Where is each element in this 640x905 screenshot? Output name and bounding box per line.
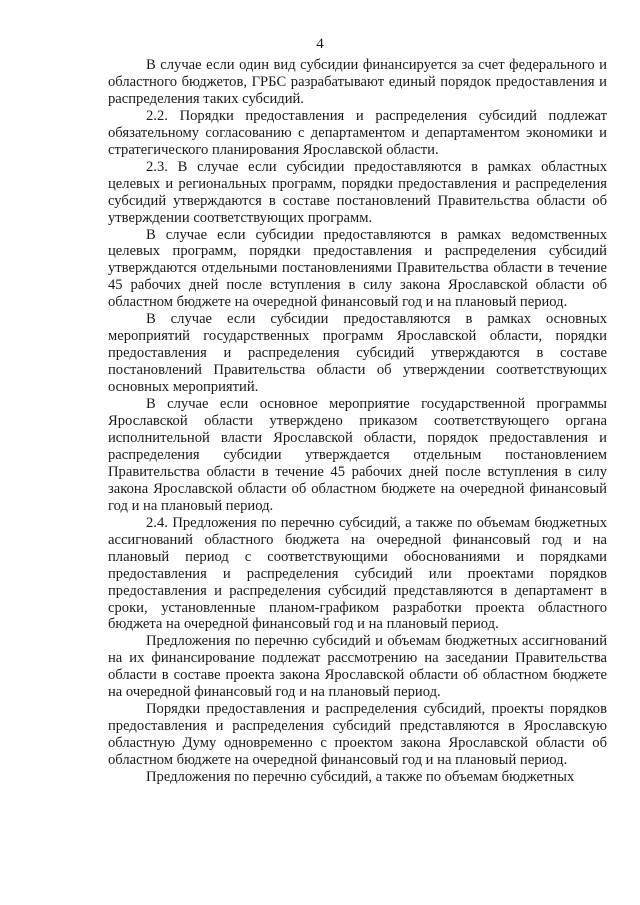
paragraph: Предложения по перечню субсидий и объемам бюджетных ассигнований на их финансирование подлежат рассмотрению на заседании Правительства области в составе проекта закона Ярославской области об областном бюджете на очередной финансовый год и на плановый период. — [108, 633, 607, 701]
paragraph: Порядки предоставления и распределения субсидий, проекты порядков предоставления и распределения субсидий представляются в Ярославскую областную Думу одновременно с проектом закона Ярославской области об областном бюджете на очередной финансовый год и на плановый период. — [108, 701, 607, 769]
paragraph: Предложения по перечню субсидий, а также по объемам бюджетных — [146, 769, 575, 786]
paragraph: В случае если основное мероприятие государственной программы Ярославской области утверждено приказом соответствующего органа исполнительной власти Ярославской области, порядок предоставления и распределения субсидии утверждается отдельным постановлением Правительства области в течение 45 рабочих дней после вступления в силу закона Ярославской области об областном бюджете на очередной финансовый год и на плановый период. — [108, 396, 607, 514]
paragraph: В случае если субсидии предоставляются в рамках основных мероприятий государственных программ Ярославской области, порядки предоставления и распределения субсидий утверждаются в составе постановлений Правительства области об утверждении соответствующих основных мероприятий. — [108, 311, 607, 396]
paragraph: 2.4. Предложения по перечню субсидий, а также по объемам бюджетных ассигнований областного бюджета на очередной финансовый год и на плановый период с соответствующими обоснованиями и порядками предоставления и распределения субсидий или проектами порядков предоставления и распределения субсидий представляются в департамент в сроки, установленные планом-графиком разработки проекта областного бюджета на очередной финансовый год и на плановый период. — [108, 514, 607, 633]
paragraph: 2.3. В случае если субсидии предоставляются в рамках областных целевых и региональных программ, порядки предоставления и распределения субсидий утверждаются в составе постановлений Правительства области об утверждении соответствующих программ. — [108, 158, 607, 226]
paragraph: В случае если один вид субсидии финансируется за счет федерального и областного бюджетов, ГРБС разрабатывают единый порядок предоставления и распределения таких субсидий. — [108, 57, 607, 107]
paragraph: 2.2. Порядки предоставления и распределения субсидий подлежат обязательному согласованию с департаментом и департаментом экономики и стратегического планирования Ярославской области. — [108, 107, 607, 158]
page-number: 4 — [316, 36, 324, 52]
document-body — [108, 57, 607, 786]
paragraph: В случае если субсидии предоставляются в рамках ведомственных целевых программ, порядки предоставления и распределения субсидий утверждаются отдельными постановлениями Правительства области в течение 45 рабочих дней после вступления в силу закона Ярославской области об областном бюджете на очередной финансовый год и на плановый период. — [108, 226, 607, 311]
